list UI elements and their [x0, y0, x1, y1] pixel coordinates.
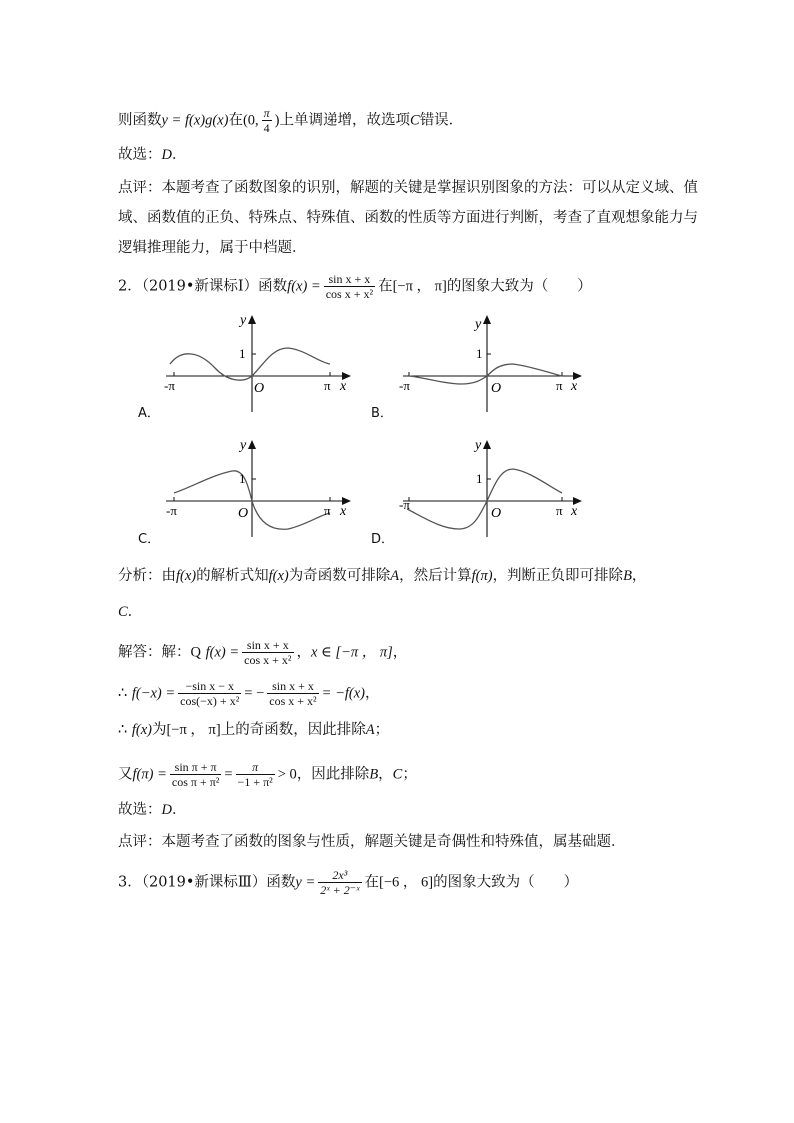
- y-axis-arrow: [483, 440, 491, 449]
- option-letter: A: [365, 722, 375, 738]
- text-segment: 解答：解：: [118, 644, 191, 661]
- interval: [−π ， π]: [392, 278, 447, 295]
- x-axis-label: x: [571, 504, 578, 519]
- math-expression: f(x) =: [205, 644, 240, 661]
- option-letter: A: [390, 568, 400, 584]
- fraction-denominator: cos π + π²: [171, 775, 220, 789]
- inequality: > 0: [277, 766, 297, 783]
- because-symbol: Q: [190, 644, 201, 661]
- text-segment: 在: [378, 278, 393, 295]
- origin-label: O: [254, 381, 265, 396]
- fraction-denominator: 2ˣ + 2⁻ˣ: [320, 883, 360, 897]
- text-segment: ，: [378, 766, 393, 783]
- equals-minus: = −: [244, 685, 265, 702]
- text-segment: ；: [374, 722, 390, 738]
- fraction-numerator: −sin x − x: [178, 679, 241, 694]
- pi-label: π: [556, 503, 563, 518]
- text-segment: ，: [631, 568, 647, 584]
- fraction: [267, 679, 318, 708]
- text-segment: 又: [118, 766, 133, 783]
- curve-b: [409, 364, 562, 384]
- solution-line-monotonic: [118, 106, 463, 135]
- fraction-denominator: −1 + π²: [237, 775, 273, 789]
- text-segment: ，然后计算: [399, 568, 472, 584]
- text-segment: ；: [402, 766, 417, 783]
- equals-sign: =: [224, 766, 233, 783]
- curve-d: [407, 469, 562, 529]
- y-axis-label: y: [240, 438, 247, 453]
- x-axis-label: x: [571, 379, 578, 394]
- x-axis-label: x: [340, 504, 347, 519]
- math-expression: = −f(x): [321, 685, 365, 702]
- text-segment: 的图象大致为（ ）: [433, 874, 579, 891]
- neg-pi-label: -π: [399, 378, 410, 393]
- fraction-pi-over-4: [262, 106, 272, 135]
- math-expression: y = f(x)g(x): [161, 112, 229, 129]
- answer-line-1: [118, 145, 186, 165]
- option-letter: B: [369, 766, 379, 783]
- math-expression: y =: [295, 874, 316, 891]
- fraction: [170, 760, 221, 789]
- y-axis-label: y: [475, 317, 482, 332]
- text-segment: ．: [171, 147, 187, 163]
- fraction-denominator: cos x + x²: [244, 653, 292, 667]
- graph-b: [397, 312, 597, 412]
- fraction-denominator: cos x + x²: [269, 694, 317, 708]
- math-expression: f(x): [176, 568, 197, 584]
- fraction-denominator: cos(−x) + x²: [180, 694, 240, 708]
- text-segment: 在: [364, 874, 379, 891]
- math-expression: f(π) =: [132, 766, 167, 783]
- therefore-symbol: ∴: [118, 685, 128, 702]
- text-segment: ，: [296, 644, 311, 661]
- neg-pi-label: -π: [399, 497, 410, 512]
- fraction: [324, 272, 375, 301]
- y-axis-arrow: [248, 440, 256, 449]
- text-segment: ．: [127, 604, 143, 620]
- analysis-line-2: [118, 602, 142, 622]
- comment-line-3: 逻辑推理能力，属于中档题．: [118, 240, 307, 256]
- text-segment: ，因此排除: [296, 766, 370, 783]
- option-label-d: D．: [371, 532, 395, 547]
- answer-line-2: [118, 800, 186, 820]
- text-segment: ，判断正负即可排除: [492, 568, 624, 584]
- solution-line-3: [118, 720, 389, 740]
- fraction-denominator: 4: [263, 121, 270, 135]
- text-segment: 故选：: [118, 147, 162, 163]
- solution-line-4: [118, 760, 417, 789]
- option-label-b: B．: [371, 406, 393, 421]
- interval: [−π ， π]: [166, 722, 221, 738]
- math-expression: f(−x) =: [131, 685, 176, 702]
- interval-open: (0,: [242, 112, 259, 129]
- text-segment: 则函数: [118, 112, 162, 129]
- comment-line-1: 点评：本题考查了函数图象的识别，解题的关键是掌握识别图象的方法：可以从定义域、值: [118, 180, 698, 196]
- math-expression: f(x) =: [287, 278, 321, 295]
- y-axis-arrow: [483, 315, 491, 324]
- fraction-numerator: sin x + x: [267, 679, 318, 694]
- text-segment: 的图象大致为（ ）: [446, 278, 592, 295]
- option-letter: C: [118, 604, 128, 620]
- text-segment: 上的奇函数，因此排除: [220, 722, 366, 738]
- text-segment: 分析：由: [118, 568, 176, 584]
- y-axis-arrow: [248, 315, 256, 324]
- origin-label: O: [238, 506, 249, 521]
- graph-a: [160, 312, 360, 412]
- fraction: [242, 638, 293, 667]
- text-segment: ，: [392, 644, 408, 661]
- text-segment: 3．（2019•新课标Ⅲ）函数: [118, 874, 296, 891]
- fraction-numerator: π: [236, 760, 275, 775]
- analysis-line-1: [118, 566, 646, 586]
- one-label: 1: [239, 346, 246, 361]
- text-segment: 上单调递增，故选项: [279, 112, 411, 129]
- text-segment: ，: [364, 685, 380, 702]
- one-label: 1: [476, 346, 483, 361]
- pi-label: π: [556, 378, 563, 393]
- comment-line-4: 点评：本题考查了函数的图象与性质，解题关键是奇偶性和特殊值，属基础题．: [118, 834, 626, 850]
- option-letter: B: [623, 568, 632, 584]
- text-segment: 为奇函数可排除: [288, 568, 391, 584]
- fraction-numerator: sin π + π: [170, 760, 221, 775]
- interval: [−6 ， 6]: [379, 874, 434, 891]
- graph-c: [160, 437, 360, 537]
- origin-label: O: [491, 381, 502, 396]
- neg-pi-label: -π: [164, 378, 175, 393]
- text-segment: ．: [171, 802, 187, 818]
- fraction-denominator: cos x + x²: [325, 287, 374, 301]
- origin-label: O: [491, 506, 502, 521]
- option-label-c: C．: [138, 532, 161, 547]
- interval-close: ): [274, 112, 280, 129]
- text-segment: 故选：: [118, 802, 162, 818]
- solution-line-2: [118, 679, 379, 708]
- text-segment: 2．（2019•新课标Ⅰ）函数: [118, 278, 288, 295]
- fraction-numerator: π: [263, 106, 270, 120]
- comment-line-2: 域、函数值的正负、特殊点、特殊值、函数的性质等方面进行判断，考查了直观想象能力与: [118, 210, 698, 226]
- option-letter: C: [392, 766, 403, 783]
- pi-label: π: [324, 503, 331, 518]
- fraction: [178, 679, 241, 708]
- math-expression: f(π): [471, 568, 493, 584]
- text-segment: 的解析式知: [196, 568, 269, 584]
- option-letter: D: [161, 802, 172, 818]
- solution-line-1: [118, 638, 407, 667]
- y-axis-label: y: [240, 313, 247, 328]
- y-axis-label: y: [475, 438, 482, 453]
- therefore-symbol: ∴: [118, 722, 128, 738]
- pi-label: π: [324, 378, 331, 393]
- graph-d: [397, 437, 597, 537]
- neg-pi-label: -π: [166, 503, 177, 518]
- math-expression: f(x): [131, 722, 152, 738]
- option-letter: C: [410, 112, 420, 129]
- option-letter: D: [161, 147, 172, 163]
- x-axis-label: x: [340, 379, 347, 394]
- question-3: [118, 868, 578, 897]
- fraction-numerator: 2x³: [318, 868, 361, 883]
- fraction-numerator: sin x + x: [242, 638, 293, 653]
- one-label: 1: [476, 471, 483, 486]
- fraction: [318, 868, 361, 897]
- curve-a: [170, 348, 330, 380]
- one-label: 1: [239, 471, 246, 486]
- text-segment: 在: [228, 112, 243, 129]
- fraction: [236, 760, 275, 789]
- text-segment: 错误．: [419, 112, 464, 129]
- math-expression: f(x): [268, 568, 289, 584]
- fraction-numerator: sin x + x: [324, 272, 375, 287]
- option-label-a: A．: [138, 406, 160, 421]
- text-segment: 为: [151, 722, 167, 738]
- question-2: [118, 272, 592, 301]
- domain-expression: x ∈ [−π ， π]: [311, 644, 393, 661]
